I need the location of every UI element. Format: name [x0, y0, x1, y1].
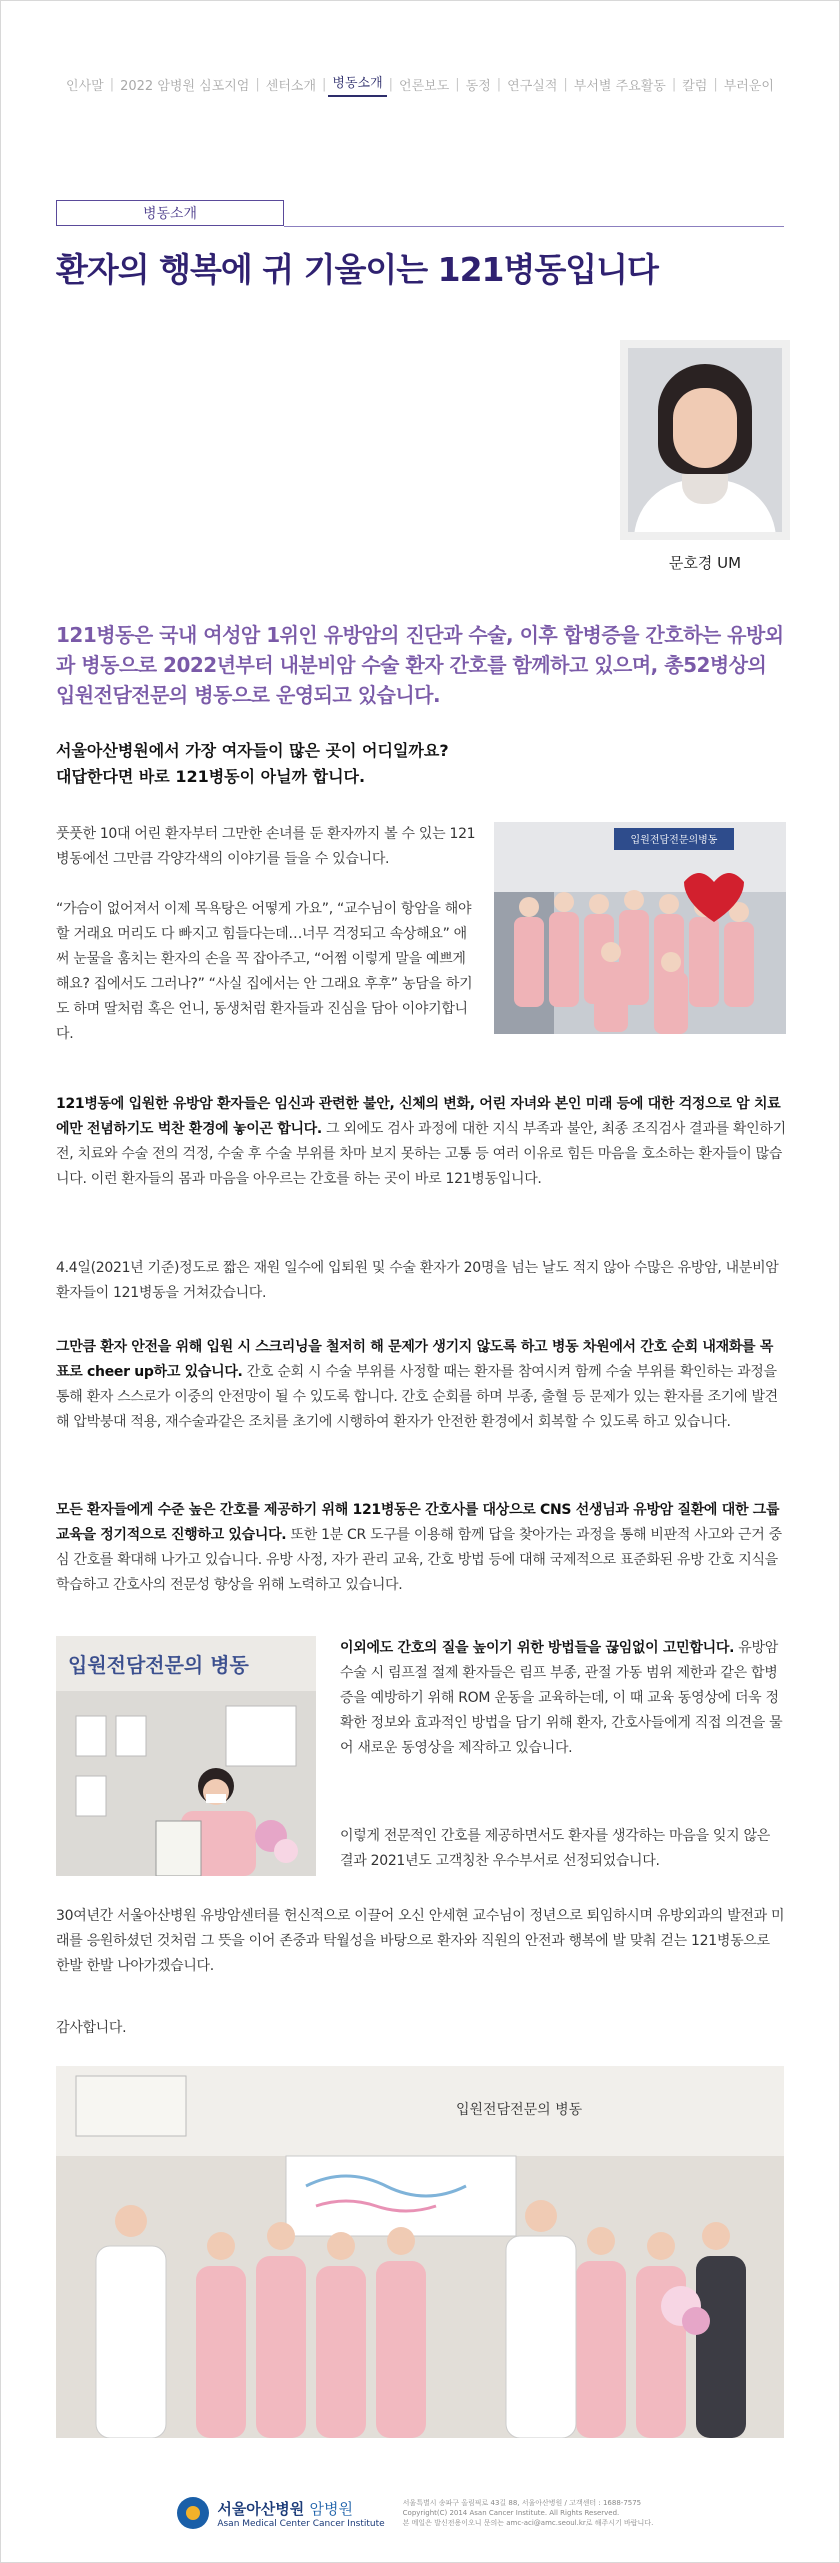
photo3-sign: 입원전담전문의 병동: [456, 2102, 583, 2118]
nav-separator: |: [255, 77, 260, 92]
portrait-caption: 문호경 UM: [668, 554, 742, 572]
paragraph-3-text: 그 외에도 검사 과정에 대한 지식 부족과 불안, 최종 조직검사 결과를 확인하기 전, 치료와 수술 전의 걱정, 수술 후 수술 부위를 차마 보지 못하는 고통 등 여러 이유로 힘든 마음을 호소하는 환자들이 많습니다. 이런 환자들의 몸과 마음을 아우르는 간호를 하는 곳이 바로 121병동입니다.: [56, 1121, 786, 1187]
top-nav: [0, 72, 840, 97]
paragraph-5-bold: 그만큼 환자 안전을 위해 입원 시 스크리닝을 철저히 해 문제가 생기지 않도록 하고 병동 차원에서 간호 순회 내재화를 목표로 cheer up하고 있습니다.: [56, 1339, 774, 1380]
nav-item-envy[interactable]: 부러운이: [723, 79, 774, 94]
nav-separator: |: [455, 77, 460, 92]
paragraph-5-text: 간호 순회 시 수술 부위를 사정할 때는 환자를 참여시켜 함께 수술 부위를 확인하는 과정을 통해 환자 스스로가 이중의 안전망이 될 수 있도록 합니다. 간호 순회를 하며 부종, 출혈 등 문제가 있는 환자를 조기에 발견해 압박붕대 적용, 재수술과같은 조치를 초기에 시행하여 환자가 안전한 환경에서 회복할 수 있도록 하고 있습니다.: [56, 1364, 778, 1430]
nav-item-activities[interactable]: 부서별 주요활동: [573, 79, 666, 94]
nav-separator: |: [713, 77, 718, 92]
paragraph-5: [56, 1335, 786, 1435]
paragraph-7-bold: 이외에도 간호의 질을 높이기 위한 방법들을 끊임없이 고민합니다.: [340, 1640, 735, 1656]
paragraph-8: 이렇게 전문적인 간호를 제공하면서도 환자를 생각하는 마음을 잊지 않은 결과 2021년도 고객칭찬 우수부서로 선정되었습니다.: [340, 1828, 770, 1869]
paragraph-3-bold: 121병동에 입원한 유방암 환자들은 임신과 관련한 불안, 신체의 변화, 어린 자녀와 본인 미래 등에 대한 걱정으로 암 치료에만 전념하기도 벅찬 환경에 놓이곤 합니다.: [56, 1096, 781, 1137]
section-divider: [284, 226, 784, 227]
nav-separator: |: [388, 77, 394, 92]
footer-info: [403, 2498, 663, 2528]
paragraph-6-text: 또한 1분 CR 도구를 이용해 함께 답을 찾아가는 과정을 통해 비판적 사고와 근거 중심 간호를 확대해 나가고 있습니다. 유방 사정, 자가 관리 교육, 간호 방법 등에 대해 국제적으로 표준화된 유방 간호 지식을 학습하고 간호사의 전문성 향상을 위해 노력하고 있습니다.: [56, 1527, 782, 1593]
nav-item-greeting[interactable]: 인사말: [66, 79, 104, 94]
award-photo: [56, 1636, 316, 1876]
nav-separator: |: [109, 77, 115, 92]
paragraph-6-bold: 모든 환자들에게 수준 높은 간호를 제공하기 위해 121병동은 간호사를 대상으로 CNS 선생님과 유방암 질환에 대한 그룹 교육을 정기적으로 진행하고 있습니다.: [56, 1502, 780, 1543]
paragraph-3: [56, 1092, 786, 1192]
award-photo-illustration: [56, 1636, 316, 1876]
nav-item-symposium[interactable]: 2022 암병원 심포지엄: [120, 79, 250, 94]
nav-item-column[interactable]: 칼럼: [682, 79, 708, 94]
nav-separator: |: [322, 77, 327, 92]
lead-paragraph: 121병동은 국내 여성암 1위인 유방암의 진단과 수술, 이후 합병증을 간호하는 유방외과 병동으로 2022년부터 내분비암 수술 환자 간호를 함께하고 있으며, 총52병상의 입원전담전문의 병동으로 운영되고 있습니다.: [56, 623, 784, 707]
paragraph-9: 30여년간 서울아산병원 유방암센터를 헌신적으로 이끌어 오신 안세현 교수님이 정년으로 퇴임하시며 유방외과의 발전과 미래를 응원하셨던 것처럼 그 뜻을 이어 존중과 탁월성을 바탕으로 환자와 직원의 안전과 행복에 발 맞춰 걷는 121병동으로 한발 한발 나아가겠습니다.: [56, 1908, 785, 1974]
page-title: 환자의 행복에 귀 기울이는 121병동입니다: [56, 250, 658, 289]
team-photo-heart-illustration: [494, 822, 786, 1034]
question-line-2: 대답한다면 바로 121병동이 아닐까 합니다.: [56, 767, 366, 786]
paragraph-6: [56, 1498, 786, 1598]
nav-item-ward[interactable]: 병동소개: [328, 72, 386, 97]
nav-item-center[interactable]: 센터소개: [265, 79, 316, 94]
paragraph-10: 감사합니다.: [56, 2020, 127, 2036]
footer-info-line-2: Copyright(C) 2014 Asan Cancer Institute. All Rights Reserved.: [402, 2509, 620, 2517]
nav-item-press[interactable]: 언론보도: [399, 79, 450, 94]
portrait-frame: [620, 340, 790, 540]
paragraph-7: [340, 1636, 786, 1761]
nav-separator: |: [563, 77, 568, 92]
portrait-photo: [628, 348, 782, 532]
paragraph-1: 풋풋한 10대 어린 환자부터 그만한 손녀를 둔 환자까지 볼 수 있는 121병동에선 그만큼 각양각색의 이야기를 들을 수 있습니다.: [56, 826, 476, 867]
photo2-sign: 입원전담전문의 병동: [68, 1653, 249, 1677]
question-heading: [56, 738, 786, 790]
footer: [0, 2488, 840, 2538]
group-photo-illustration: [56, 2066, 784, 2438]
section-tag: 병동소개: [56, 200, 284, 226]
footer-info-line-3: 본 메일은 발신전용이오니 문의는 amc-aci@amc.seoul.kr로 해주시기 바랍니다.: [402, 2519, 654, 2527]
team-photo-heart: [494, 822, 786, 1034]
logo-sub-text: Asan Medical Center Cancer Institute: [217, 2518, 385, 2529]
paragraph-2: “가슴이 없어져서 이제 목욕탕은 어떻게 가요”, “교수님이 항암을 해야할 거래요 머리도 다 빠지고 힘들다는데…너무 걱정되고 속상해요” 애써 눈물을 훔치는 환자의 손을 꼭 잡아주고, “어쩜 이렇게 말을 예쁘게 해요? 집에서도 그러나?” “사실 집에서는 안 그래요 후후” 농담을 하기도 하며 딸처럼 혹은 언니, 동생처럼 환자들과 진심을 담아 이야기합니다.: [56, 901, 473, 1042]
nav-item-news[interactable]: 동정: [465, 79, 491, 94]
question-line-1: 서울아산병원에서 가장 여자들이 많은 곳이 어디일까요?: [56, 741, 449, 760]
logo-main-text: 서울아산병원 암병원: [217, 2499, 353, 2518]
hospital-logo[interactable]: [217, 2498, 384, 2529]
group-photo: [56, 2066, 784, 2438]
photo1-sign: 입원전담전문의병동: [630, 835, 718, 846]
nav-item-research[interactable]: 연구실적: [507, 79, 558, 94]
paragraph-7-text: 유방암 수술 시 림프절 절제 환자들은 림프 부종, 관절 가동 범위 제한과 같은 합병증을 예방하기 위해 ROM 운동을 교육하는데, 이 때 교육 동영상에 더욱 정확한 정보와 효과적인 방법을 담기 위해 환자, 간호사들에게 직접 의견을 물어 새로운 동영상을 제작하고 있습니다.: [340, 1640, 783, 1756]
nav-separator: |: [671, 77, 677, 92]
nav-separator: |: [496, 77, 502, 92]
hospital-logo-icon: [177, 2497, 209, 2529]
footer-info-line-1: 서울특별시 송파구 올림픽로 43길 88, 서울아산병원 / 고객센터 : 1688-7575: [402, 2499, 642, 2507]
paragraph-4: 4.4일(2021년 기준)정도로 짧은 재원 일수에 입퇴원 및 수술 환자가 20명을 넘는 날도 적지 않아 수많은 유방암, 내분비암 환자들이 121병동을 거쳐갔습니다.: [56, 1260, 779, 1301]
